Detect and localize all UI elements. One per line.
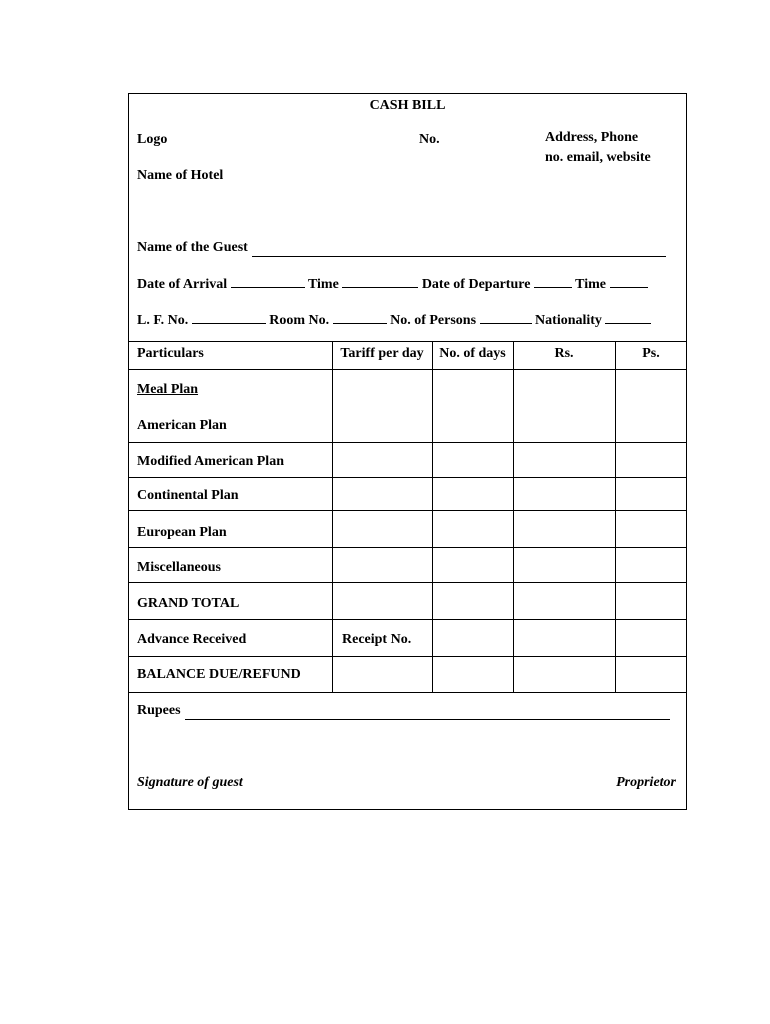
row-miscellaneous: Miscellaneous	[137, 560, 221, 575]
persons-blank[interactable]	[480, 310, 532, 324]
departure-label: Date of Departure	[421, 277, 531, 292]
rupees-blank[interactable]	[185, 706, 670, 720]
header-particulars: Particulars	[137, 346, 204, 361]
row-line	[129, 477, 686, 478]
header-days: No. of days	[439, 346, 506, 361]
receipt-number-label: Receipt No.	[342, 632, 412, 647]
nationality-label: Nationality	[535, 313, 602, 328]
hotel-name-label: Name of Hotel	[137, 168, 224, 183]
table-bottom-line	[129, 692, 686, 693]
row-advance-received: Advance Received	[137, 632, 247, 647]
row-american-plan: American Plan	[137, 418, 227, 433]
arrival-label: Date of Arrival	[137, 277, 228, 292]
rupees-label: Rupees	[137, 703, 181, 718]
row-grand-total: GRAND TOTAL	[137, 596, 240, 611]
nationality-blank[interactable]	[605, 310, 651, 324]
proprietor-label: Proprietor	[616, 775, 676, 790]
guest-name-blank[interactable]	[252, 243, 666, 257]
header-tariff: Tariff per day	[340, 346, 424, 361]
row-line	[129, 619, 686, 620]
column-divider	[332, 341, 333, 692]
departure-blank[interactable]	[534, 274, 572, 288]
room-number-blank[interactable]	[333, 310, 387, 324]
cash-bill-form	[128, 93, 687, 810]
header-rs: Rs.	[554, 346, 574, 361]
departure-time-blank[interactable]	[610, 274, 648, 288]
lf-room-line	[137, 310, 651, 330]
row-line	[129, 442, 686, 443]
logo-label: Logo	[137, 132, 168, 147]
guest-name-field	[137, 239, 666, 257]
arrival-line	[137, 274, 648, 294]
header-ps: Ps.	[642, 346, 660, 361]
table-top-line	[129, 341, 686, 342]
row-line	[129, 547, 686, 548]
arrival-time-label: Time	[307, 277, 339, 292]
row-european-plan: European Plan	[137, 525, 227, 540]
arrival-time-blank[interactable]	[342, 274, 418, 288]
column-divider	[513, 341, 514, 692]
arrival-blank[interactable]	[231, 274, 305, 288]
row-meal-plan: Meal Plan	[137, 382, 199, 397]
row-balance-due: BALANCE DUE/REFUND	[137, 667, 301, 682]
row-line	[129, 582, 686, 583]
persons-label: No. of Persons	[390, 313, 477, 328]
departure-time-label: Time	[575, 277, 607, 292]
guest-name-label: Name of the Guest	[137, 240, 248, 255]
row-line	[129, 656, 686, 657]
column-divider	[432, 341, 433, 692]
room-number-label: Room No.	[269, 313, 330, 328]
guest-signature-label: Signature of guest	[137, 775, 243, 790]
row-continental-plan: Continental Plan	[137, 488, 239, 503]
row-line	[129, 510, 686, 511]
lf-number-label: L. F. No.	[137, 313, 189, 328]
address-line-2: no. email, website	[545, 150, 651, 165]
bill-number-label: No.	[419, 132, 440, 147]
lf-number-blank[interactable]	[192, 310, 266, 324]
table-header-line	[129, 369, 686, 370]
row-modified-american-plan: Modified American Plan	[137, 454, 284, 469]
bill-title: CASH BILL	[369, 98, 446, 113]
address-line-1: Address, Phone	[545, 130, 639, 145]
column-divider	[615, 341, 616, 692]
rupees-field	[137, 702, 670, 720]
